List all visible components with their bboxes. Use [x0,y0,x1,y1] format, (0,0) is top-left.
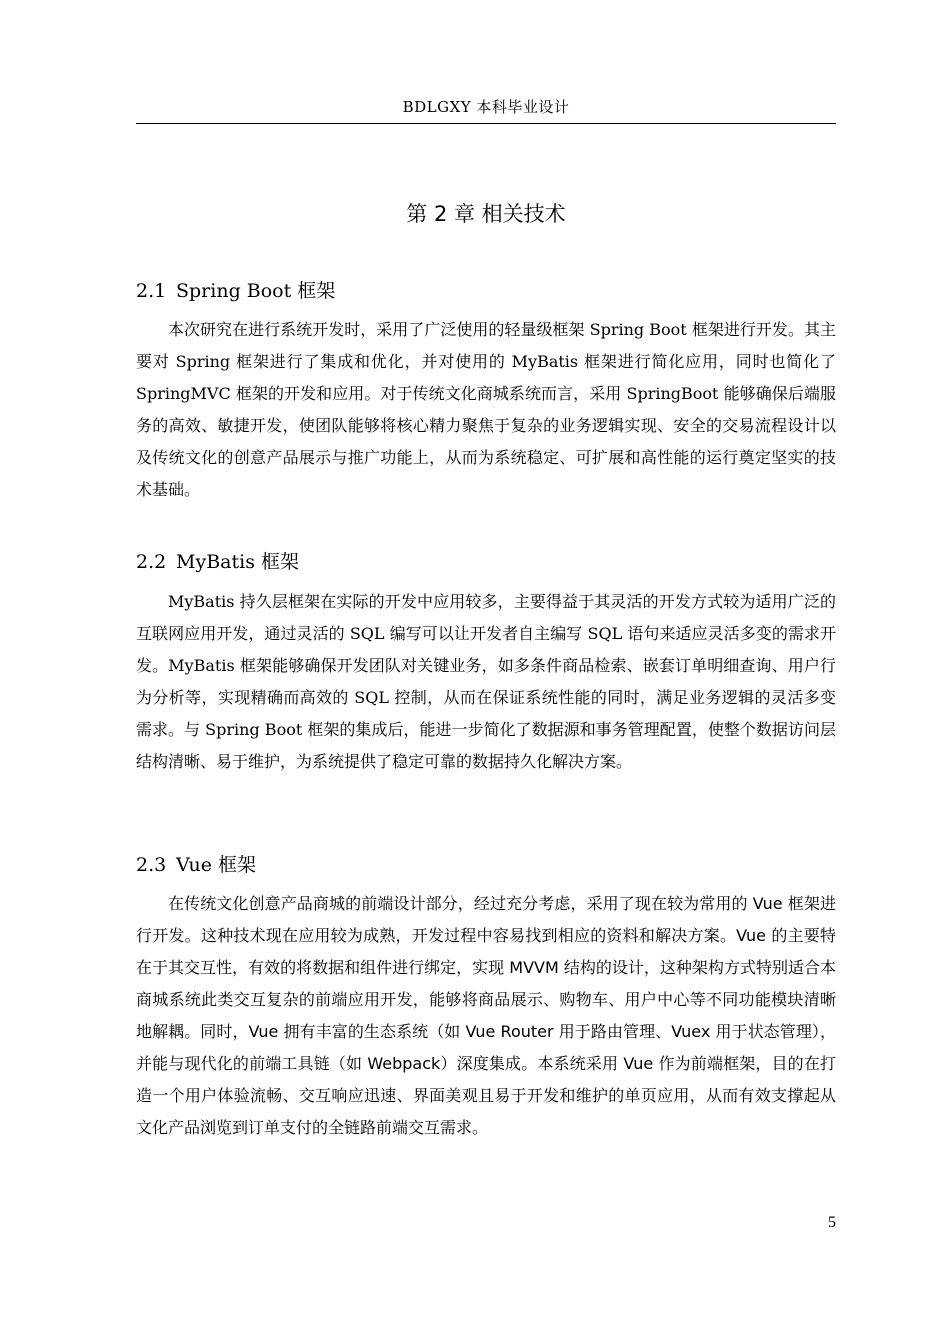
section-title: Vue 框架 [176,854,257,876]
section-paragraph-2-2: MyBatis 持久层框架在实际的开发中应用较多，主要得益于其灵活的开发方式较为适用广泛的互联网应用开发，通过灵活的 SQL 编写可以让开发者自主编写 SQL 语句来适应灵活多变的需求开发。MyBatis 框架能够确保开发团队对关键业务，如多条件商品检索、嵌套订单明细查询、用户行为分析等，实现精确而高效的 SQL 控制，从而在保证系统性能的同时，满足业务逻辑的灵活多变需求。与 Spring Boot 框架的集成后，能进一步简化了数据源和事务管理配置，使整个数据访问层结构清晰、易于维护，为系统提供了稳定可靠的数据持久化解决方案。 [136,592,836,771]
running-header: BDLGXY 本科毕业设计 [402,98,570,116]
page-number: 5 [828,1214,836,1231]
section-title: MyBatis 框架 [176,551,299,573]
header-rule [136,123,836,124]
section-heading-2-2 [136,547,836,574]
section-title: Spring Boot 框架 [176,280,336,302]
section-heading-2-1 [136,276,836,303]
section-heading-2-3 [136,850,836,877]
section-number: 2.1 [136,280,167,302]
section-number: 2.3 [136,854,167,876]
section-paragraph-2-3: 在传统文化创意产品商城的前端设计部分，经过充分考虑，采用了现在较为常用的 Vue 框架进行开发。这种技术现在应用较为成熟，开发过程中容易找到相应的资料和解决方案。Vue 的主要特在于其交互性，有效的将数据和组件进行绑定，实现 MVVM 结构的设计，这种架构方式特别适合本商城系统此类交互复杂的前端应用开发，能够将商品展示、购物车、用户中心等不同功能模块清晰地解耦。同时，Vue 拥有丰富的生态系统（如 Vue Router 用于路由管理、Vuex 用于状态管理），并能与现代化的前端工具链（如 Webpack）深度集成。本系统采用 Vue 作为前端框架，目的在打造一个用户体验流畅、交互响应迅速、界面美观且易于开发和维护的单页应用，从而有效支撑起从文化产品浏览到订单支付的全链路前端交互需求。 [136,894,836,1137]
section-number: 2.2 [136,551,167,573]
chapter-title: 第 2 章 相关技术 [406,202,566,226]
section-paragraph-2-1: 本次研究在进行系统开发时，采用了广泛使用的轻量级框架 Spring Boot 框架进行开发。其主要对 Spring 框架进行了集成和优化，并对使用的 MyBatis 框架进行简化应用，同时也简化了 SpringMVC 框架的开发和应用。对于传统文化商城系统而言，采用 SpringBoot 能够确保后端服务的高效、敏捷开发，使团队能够将核心精力聚焦于复杂的业务逻辑实现、安全的交易流程设计以及传统文化的创意产品展示与推广功能上，从而为系统稳定、可扩展和高性能的运行奠定坚实的技术基础。 [136,320,836,499]
